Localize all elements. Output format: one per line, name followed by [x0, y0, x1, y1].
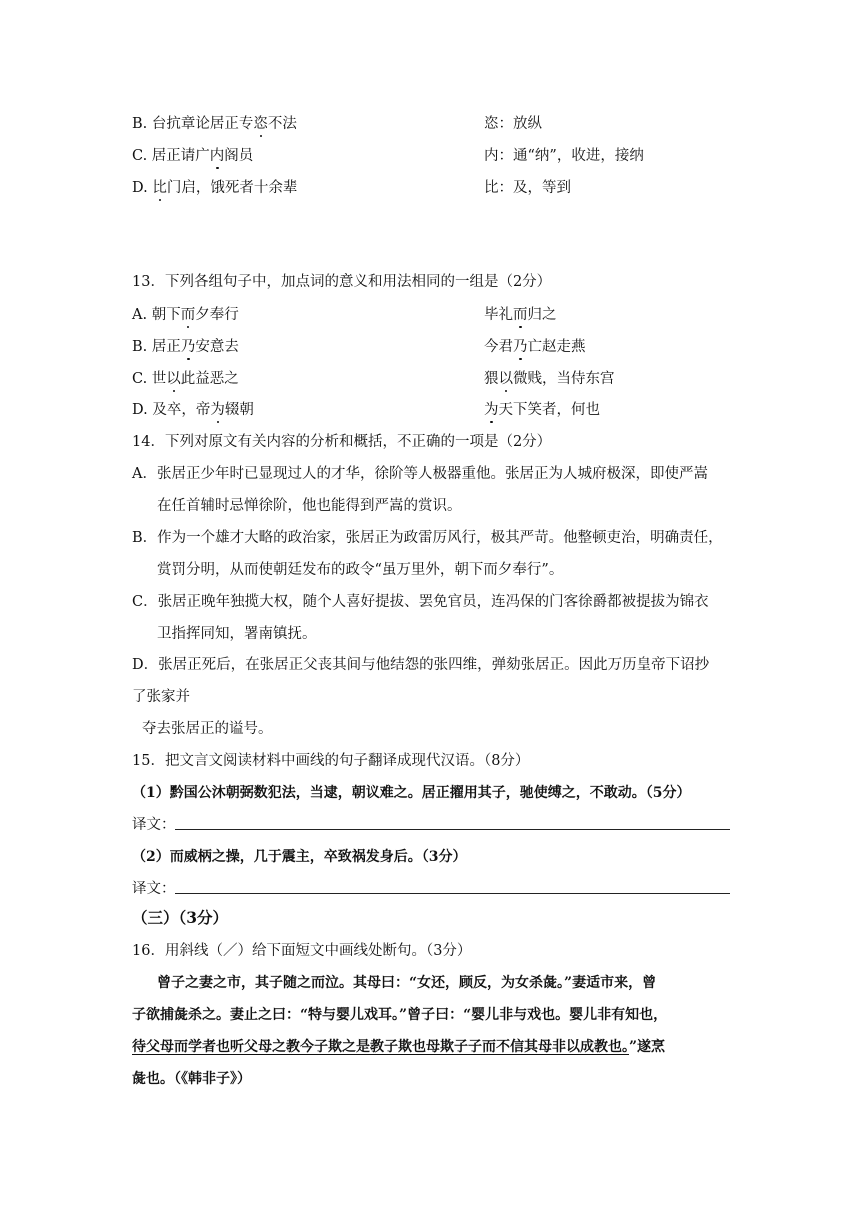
q16-passage-line1: 曾子之妻之市，其子随之而泣。其母曰：“女还，顾反，为女杀彘。”妻适市来，曾 — [157, 975, 657, 991]
q13-option-b: B. 居正乃安意去 今君乃亡赵走燕 — [132, 339, 586, 355]
q16-stem: 16．用斜线（／）给下面短文中画线处断句。（3分） — [132, 943, 472, 959]
q14-option-c-line2: 卫指挥同知，署南镇抚。 — [157, 626, 317, 642]
q12-option-c: C. 居正请广内阁员 内：通“纳”，收进，接纳 — [132, 148, 644, 164]
q14-option-a-line2: 在任首辅时忌惮徐阶，他也能得到严嵩的赏识。 — [157, 498, 462, 514]
q16-passage-line4: 彘也。（《韩非子》） — [132, 1071, 251, 1087]
q14-option-b-line1: B．作为一个雄才大略的政治家，张居正为政雷厉风行，极其严苛。他整顿吏治，明确责任， — [132, 530, 723, 546]
q15-stem: 15．把文言文阅读材料中画线的句子翻译成现代汉语。（8分） — [132, 753, 530, 769]
q12-option-d: D. 比门启，饿死者十余辈 比：及，等到 — [132, 180, 571, 196]
q14-option-c-line1: C．张居正晚年独揽大权，随个人喜好提拔、罢免官员，连冯保的门客徐爵都被提拔为锦衣 — [132, 594, 709, 610]
q15-translation-label-1: 译文： — [132, 817, 176, 833]
q14-option-a-line1: A．张居正少年时已显现过人的才华，徐阶等人极器重他。张居正为人城府极深，即使严嵩 — [132, 466, 708, 482]
q15-answer-line-1[interactable] — [175, 829, 730, 830]
q13-option-d: D. 及卒，帝为辍朝 为天下笑者，何也 — [132, 402, 600, 418]
q14-stem: 14．下列对原文有关内容的分析和概括，不正确的一项是（2分） — [132, 434, 552, 450]
q15-answer-line-2[interactable] — [175, 893, 730, 894]
q15-translation-label-2: 译文： — [132, 881, 176, 897]
section-3-heading: （三）（3分） — [132, 908, 229, 927]
q14-option-d-line1: D．张居正死后，在张居正父丧其间与他结怨的张四维，弹劾张居正。因此万历皇帝下诏抄 — [132, 657, 710, 673]
q14-option-b-line2: 赏罚分明，从而使朝廷发布的政令“虽万里外，朝下而夕奉行”。 — [157, 562, 564, 578]
q15-sentence-2: （2）而威柄之操，几于震主，卒致祸发身后。（3分） — [132, 849, 467, 865]
q16-passage-line2: 子欲捕彘杀之。妻止之曰：“特与婴儿戏耳。”曾子曰：“婴儿非与戏也。婴儿非有知也， — [132, 1007, 668, 1023]
q13-option-a: A. 朝下而夕奉行 毕礼而归之 — [132, 307, 557, 323]
q16-underlined-text: 待父母而学者也听父母之教今子欺之是教子欺也母欺子子而不信其母非以成教也。 — [132, 1039, 629, 1055]
q15-sentence-1: （1）黔国公沐朝弼数犯法，当逮，朝议难之。居正擢用其子，驰使缚之，不敢动。（5分） — [132, 785, 691, 801]
q13-stem: 13．下列各组句子中，加点词的意义和用法相同的一组是（2分） — [132, 274, 552, 290]
q14-option-d-line2: 了张家并 — [132, 689, 190, 705]
q14-option-d-line3: 夺去张居正的谥号。 — [142, 721, 273, 737]
q12-option-b: B. 台抗章论居正专恣不法 恣：放纵 — [132, 116, 542, 132]
q16-passage-line3: 待父母而学者也听父母之教今子欺之是教子欺也母欺子子而不信其母非以成教也。”遂烹 — [132, 1039, 666, 1055]
q13-option-c: C. 世以此益恶之 猥以微贱，当侍东宫 — [132, 371, 615, 387]
